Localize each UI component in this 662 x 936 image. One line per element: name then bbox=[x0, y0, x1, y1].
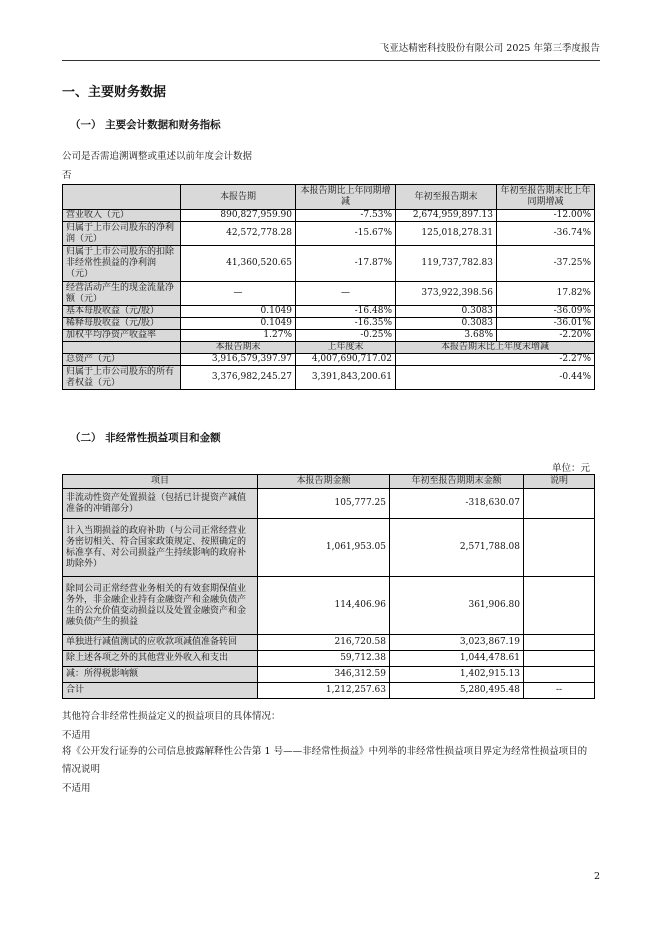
cell-value bbox=[524, 489, 595, 519]
row-label: 归属于上市公司股东的扣除非经常性损益的净利润（元） bbox=[63, 246, 181, 282]
table-header-cell: 本报告期末比上年度末增减 bbox=[396, 342, 595, 354]
other-items-title: 其他符合非经常性损益定义的损益项目的具体情况： bbox=[62, 711, 281, 722]
restate-answer: 否 bbox=[62, 170, 72, 181]
cell-value: 1,044,478.61 bbox=[390, 651, 524, 667]
table-header-cell: 年初至报告期末 bbox=[396, 185, 497, 210]
cell-value: 42,572,778.28 bbox=[181, 222, 296, 246]
row-label: 单独进行减值测试的应收款项减值准备转回 bbox=[63, 635, 258, 651]
other-items-answer: 不适用 bbox=[62, 730, 91, 741]
cell-value: -0.44% bbox=[396, 366, 595, 390]
cell-value: -7.53% bbox=[296, 210, 396, 222]
table-header-cell bbox=[63, 342, 181, 354]
cell-value: 2,571,788.08 bbox=[390, 519, 524, 577]
cell-value: 0.1049 bbox=[181, 306, 296, 318]
explanation-title: 将《公开发行证券的公司信息披露解释性公告第 1 号——非经常性损益》中列举的非经常性损益项目界定为经常性损益项目的情况说明 bbox=[62, 746, 588, 775]
cell-value: 0.3083 bbox=[396, 318, 497, 330]
row-label: 基本每股收益（元/股） bbox=[63, 306, 181, 318]
row-label: 除同公司正常经营业务相关的有效套期保值业务外，非金融企业持有金融资产和金融负债产生的公允价值变动损益以及处置金融资产和金融负债产生的损益 bbox=[63, 577, 258, 635]
cell-value: 41,360,520.65 bbox=[181, 246, 296, 282]
cell-value: -- bbox=[524, 683, 595, 699]
cell-value: 4,007,690,717.02 bbox=[296, 354, 396, 366]
table-header-cell: 年初至报告期期末金额 bbox=[390, 475, 524, 489]
section-title-financial-data: 一、主要财务数据 bbox=[62, 85, 167, 100]
table-row bbox=[63, 683, 595, 699]
cell-value: 3,376,982,245.27 bbox=[181, 366, 296, 390]
cell-value: -36.74% bbox=[497, 222, 595, 246]
cell-value: — bbox=[181, 282, 296, 306]
cell-value: 3,916,579,397.97 bbox=[181, 354, 296, 366]
cell-value: 3,391,843,200.61 bbox=[296, 366, 396, 390]
cell-value: -37.25% bbox=[497, 246, 595, 282]
page-number: 2 bbox=[593, 871, 600, 882]
cell-value: -2.27% bbox=[396, 354, 595, 366]
cell-value bbox=[524, 635, 595, 651]
row-label: 合计 bbox=[63, 683, 258, 699]
row-label: 经营活动产生的现金流量净额（元） bbox=[63, 282, 181, 306]
unit-label: 单位：元 bbox=[551, 463, 590, 474]
row-label: 总资产（元） bbox=[63, 354, 181, 366]
cell-value bbox=[524, 667, 595, 683]
cell-value: -16.35% bbox=[296, 318, 396, 330]
row-label: 计入当期损益的政府补助（与公司正常经营业务密切相关、符合国家政策规定、按照确定的标准享有、对公司损益产生持续影响的政府补助除外） bbox=[63, 519, 258, 577]
cell-value: -0.25% bbox=[296, 330, 396, 342]
cell-value: 1,212,257.63 bbox=[258, 683, 390, 699]
cell-value bbox=[524, 519, 595, 577]
table-row bbox=[63, 354, 595, 366]
table-header-cell: 本报告期金额 bbox=[258, 475, 390, 489]
cell-value bbox=[524, 577, 595, 635]
cell-value: 0.1049 bbox=[181, 318, 296, 330]
cell-value: 59,712.38 bbox=[258, 651, 390, 667]
table-row bbox=[63, 519, 595, 577]
table-header-cell: 说明 bbox=[524, 475, 595, 489]
cell-value: 3,023,867.19 bbox=[390, 635, 524, 651]
table-row bbox=[63, 306, 595, 318]
cell-value: 114,406.96 bbox=[258, 577, 390, 635]
table-row bbox=[63, 222, 595, 246]
table-row bbox=[63, 210, 595, 222]
cell-value: -318,630.07 bbox=[390, 489, 524, 519]
cell-value: 17.82% bbox=[497, 282, 595, 306]
subsection-title-non-recurring: （二） 非经常性损益项目和金额 bbox=[70, 432, 221, 444]
row-label: 稀释每股收益（元/股） bbox=[63, 318, 181, 330]
header-divider bbox=[62, 60, 600, 61]
cell-value: 373,922,398.56 bbox=[396, 282, 497, 306]
key-financial-data-table bbox=[62, 184, 595, 390]
cell-value: 361,906.80 bbox=[390, 577, 524, 635]
table-header-cell: 上年度末 bbox=[296, 342, 396, 354]
subsection-title-key-data: （一） 主要会计数据和财务指标 bbox=[70, 119, 221, 131]
table-row bbox=[63, 635, 595, 651]
non-recurring-items-table bbox=[62, 474, 595, 699]
table-row bbox=[63, 651, 595, 667]
table-header-cell: 本报告期 bbox=[181, 185, 296, 210]
table-row bbox=[63, 318, 595, 330]
table-subheader-row bbox=[63, 342, 595, 354]
cell-value: -2.20% bbox=[497, 330, 595, 342]
table-header-cell bbox=[63, 185, 181, 210]
table-header-cell: 年初至报告期末比上年同期增减 bbox=[497, 185, 595, 210]
table-header-cell: 项目 bbox=[63, 475, 258, 489]
cell-value: 119,737,782.83 bbox=[396, 246, 497, 282]
row-label: 营业收入（元） bbox=[63, 210, 181, 222]
row-label: 除上述各项之外的其他营业外收入和支出 bbox=[63, 651, 258, 667]
table-row bbox=[63, 330, 595, 342]
cell-value: 105,777.25 bbox=[258, 489, 390, 519]
cell-value: -12.00% bbox=[497, 210, 595, 222]
table-row bbox=[63, 577, 595, 635]
row-label: 加权平均净资产收益率 bbox=[63, 330, 181, 342]
table-header-cell: 本报告期比上年同期增减 bbox=[296, 185, 396, 210]
cell-value: -15.67% bbox=[296, 222, 396, 246]
report-header: 飞亚达精密科技股份有限公司 2025 年第三季度报告 bbox=[379, 43, 600, 54]
cell-value bbox=[524, 651, 595, 667]
table-row bbox=[63, 489, 595, 519]
restate-question: 公司是否需追溯调整或重述以前年度会计数据 bbox=[62, 151, 253, 162]
row-label: 减：所得税影响额 bbox=[63, 667, 258, 683]
cell-value: -36.09% bbox=[497, 306, 595, 318]
cell-value: 1.27% bbox=[181, 330, 296, 342]
cell-value: -16.48% bbox=[296, 306, 396, 318]
table-row bbox=[63, 366, 595, 390]
cell-value: 2,674,959,897.13 bbox=[396, 210, 497, 222]
cell-value: — bbox=[296, 282, 396, 306]
explanation-answer: 不适用 bbox=[62, 783, 91, 794]
table-row bbox=[63, 282, 595, 306]
cell-value: 1,061,953.05 bbox=[258, 519, 390, 577]
cell-value: 5,280,495.48 bbox=[390, 683, 524, 699]
cell-value: 1,402,915.13 bbox=[390, 667, 524, 683]
row-label: 非流动性资产处置损益（包括已计提资产减值准备的冲销部分） bbox=[63, 489, 258, 519]
cell-value: 346,312.59 bbox=[258, 667, 390, 683]
table-header-cell: 本报告期末 bbox=[181, 342, 296, 354]
table-row bbox=[63, 667, 595, 683]
cell-value: 216,720.58 bbox=[258, 635, 390, 651]
cell-value: -36.01% bbox=[497, 318, 595, 330]
row-label: 归属于上市公司股东的所有者权益（元） bbox=[63, 366, 181, 390]
cell-value: 890,827,959.90 bbox=[181, 210, 296, 222]
row-label: 归属于上市公司股东的净利润（元） bbox=[63, 222, 181, 246]
cell-value: 125,018,278.31 bbox=[396, 222, 497, 246]
cell-value: -17.87% bbox=[296, 246, 396, 282]
cell-value: 0.3083 bbox=[396, 306, 497, 318]
cell-value: 3.68% bbox=[396, 330, 497, 342]
table-row bbox=[63, 246, 595, 282]
